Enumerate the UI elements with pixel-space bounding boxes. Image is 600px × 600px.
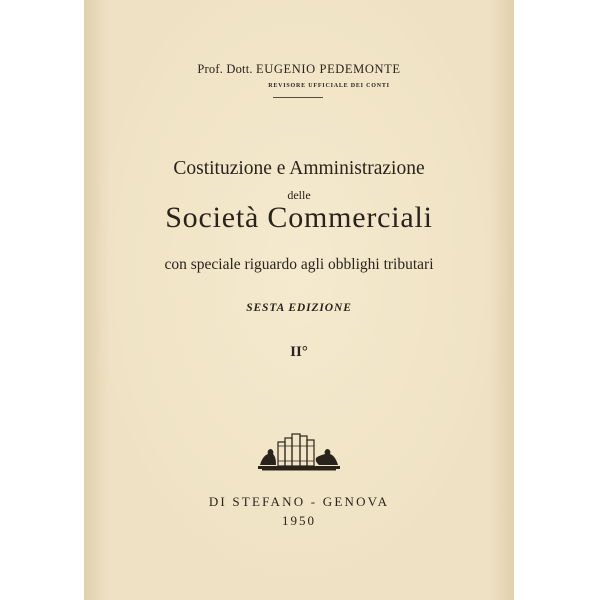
author-prefix: Prof. Dott. [197, 62, 253, 76]
title-main: Società Commerciali [165, 201, 433, 234]
author-line [84, 62, 514, 77]
author-name: EUGENIO PEDEMONTE [256, 62, 401, 76]
divider-rule [273, 97, 323, 98]
publisher-name: DI STEFANO - GENOVA [208, 494, 390, 509]
title-line-1: Costituzione e Amministrazione [173, 158, 425, 179]
title-line-2: delle [287, 188, 311, 202]
title-subtitle: con speciale riguardo agli obblighi tributari [164, 256, 434, 273]
publication-year: 1950 [282, 513, 316, 528]
title-page [84, 0, 514, 600]
bookshelf-horses-logo-icon [256, 428, 342, 474]
volume-number: II° [290, 344, 308, 360]
author-role: REVISORE UFFICIALE DEI CONTI [268, 83, 390, 89]
edition-label: SESTA EDIZIONE [246, 302, 352, 314]
